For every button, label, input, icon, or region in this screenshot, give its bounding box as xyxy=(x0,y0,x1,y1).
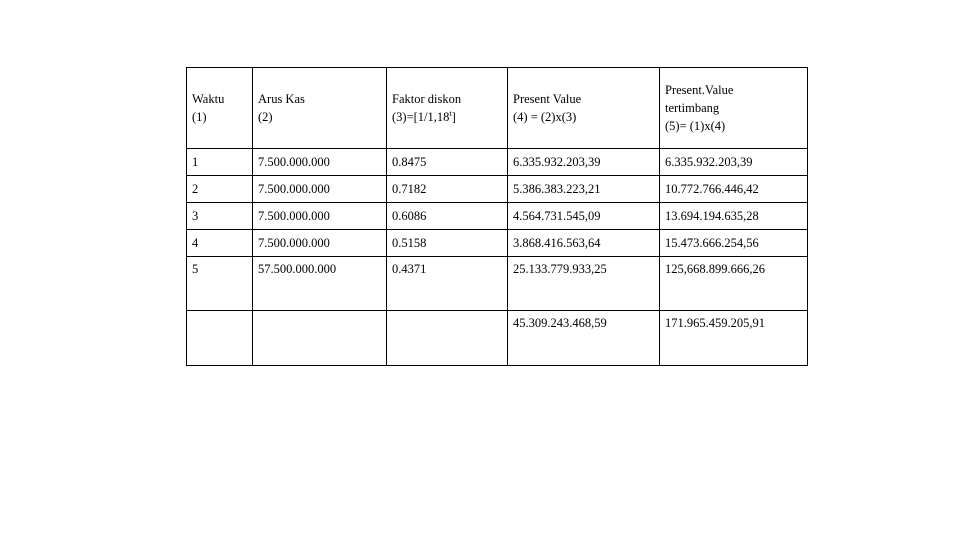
header-present-value: Present Value (4) = (2)x(3) xyxy=(508,68,660,149)
total-cell-empty xyxy=(253,311,387,366)
cell-present-value: 25.133.779.933,25 xyxy=(508,257,660,311)
table-row xyxy=(187,257,808,311)
cell-waktu: 1 xyxy=(187,149,253,176)
faktor-formula: $(3)=[1/1,18^t]$ xyxy=(392,108,456,124)
table-row xyxy=(187,149,808,176)
cell-tertimbang: 6.335.932.203,39 xyxy=(660,149,808,176)
total-row xyxy=(187,311,808,366)
cell-tertimbang: 15.473.666.254,56 xyxy=(660,230,808,257)
header-arus-kas: Arus Kas (2) xyxy=(253,68,387,149)
table-row xyxy=(187,176,808,203)
cell-faktor: 0.4371 xyxy=(387,257,508,311)
cell-faktor: 0.7182 xyxy=(387,176,508,203)
cell-arus-kas: 57.500.000.000 xyxy=(253,257,387,311)
total-cell-empty xyxy=(187,311,253,366)
cell-faktor: 0.6086 xyxy=(387,203,508,230)
cell-tertimbang: 125,668.899.666,26 xyxy=(660,257,808,311)
cell-arus-kas: 7.500.000.000 xyxy=(253,230,387,257)
table-row xyxy=(187,230,808,257)
cell-present-value: 6.335.932.203,39 xyxy=(508,149,660,176)
header-present-value-tertimbang: Present.Value tertimbang (5)= (1)x(4) xyxy=(660,68,808,149)
header-faktor-diskon: Faktor diskon $(3)=[1/1,18^t]$ xyxy=(387,68,508,149)
cell-faktor: 0.5158 xyxy=(387,230,508,257)
present-value-table xyxy=(186,67,808,366)
total-tertimbang: 171.965.459.205,91 xyxy=(660,311,808,366)
cell-tertimbang: 13.694.194.635,28 xyxy=(660,203,808,230)
cell-arus-kas: 7.500.000.000 xyxy=(253,203,387,230)
cell-waktu: 2 xyxy=(187,176,253,203)
cell-faktor: 0.8475 xyxy=(387,149,508,176)
cell-tertimbang: 10.772.766.446,42 xyxy=(660,176,808,203)
cell-waktu: 4 xyxy=(187,230,253,257)
cell-present-value: 4.564.731.545,09 xyxy=(508,203,660,230)
table-row xyxy=(187,203,808,230)
header-row xyxy=(187,68,808,149)
cell-arus-kas: 7.500.000.000 xyxy=(253,176,387,203)
cell-present-value: 5.386.383.223,21 xyxy=(508,176,660,203)
cell-waktu: 5 xyxy=(187,257,253,311)
total-present-value: 45.309.243.468,59 xyxy=(508,311,660,366)
header-waktu: Waktu (1) xyxy=(187,68,253,149)
cell-present-value: 3.868.416.563,64 xyxy=(508,230,660,257)
cell-arus-kas: 7.500.000.000 xyxy=(253,149,387,176)
total-cell-empty xyxy=(387,311,508,366)
cell-waktu: 3 xyxy=(187,203,253,230)
